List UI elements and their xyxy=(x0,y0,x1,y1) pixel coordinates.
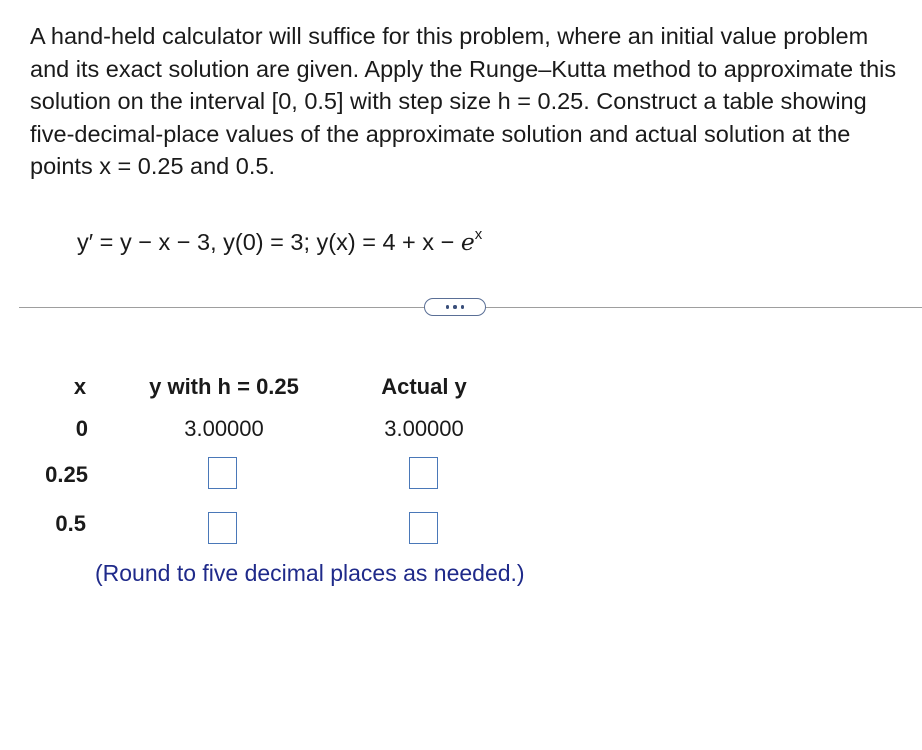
header-actual-y: Actual y xyxy=(381,374,467,399)
exponent: x xyxy=(474,226,483,243)
header-x: x xyxy=(73,374,87,399)
row-x-0: 0 xyxy=(75,416,88,441)
row-approx-0: 3.00000 xyxy=(184,416,264,441)
answer-input-approx-0.25[interactable] xyxy=(208,457,237,489)
show-more-button[interactable] xyxy=(424,298,486,316)
answer-input-approx-0.5[interactable] xyxy=(208,512,237,544)
rounding-note: (Round to five decimal places as needed.) xyxy=(95,560,525,586)
row-x-1: 0.25 xyxy=(45,462,88,487)
answer-input-actual-0.25[interactable] xyxy=(409,457,438,489)
header-approx-y: y with h = 0.25 xyxy=(149,374,299,399)
ellipsis-dot-icon xyxy=(446,305,450,309)
answer-input-actual-0.5[interactable] xyxy=(409,512,438,544)
problem-statement: A hand-held calculator will suffice for this problem, where an initial value problem and its exact solution are given. Apply the Runge–Kutta method to approximate this solution on the interval [0, 0.5] with step size h = 0.25. Construct a table showing five-decimal-place values of the approximate solution and actual solution at the points x = 0.25 and 0.5. xyxy=(30,23,897,179)
row-x-2: 0.5 xyxy=(55,511,86,536)
ellipsis-dot-icon xyxy=(461,305,465,309)
row-actual-0: 3.00000 xyxy=(384,416,464,441)
exponential-base: e xyxy=(460,227,475,256)
ellipsis-dot-icon xyxy=(453,305,457,309)
equation-main: y′ = y − x − 3, y(0) = 3; y(x) = 4 + x − xyxy=(77,228,461,255)
differential-equation xyxy=(77,222,482,257)
